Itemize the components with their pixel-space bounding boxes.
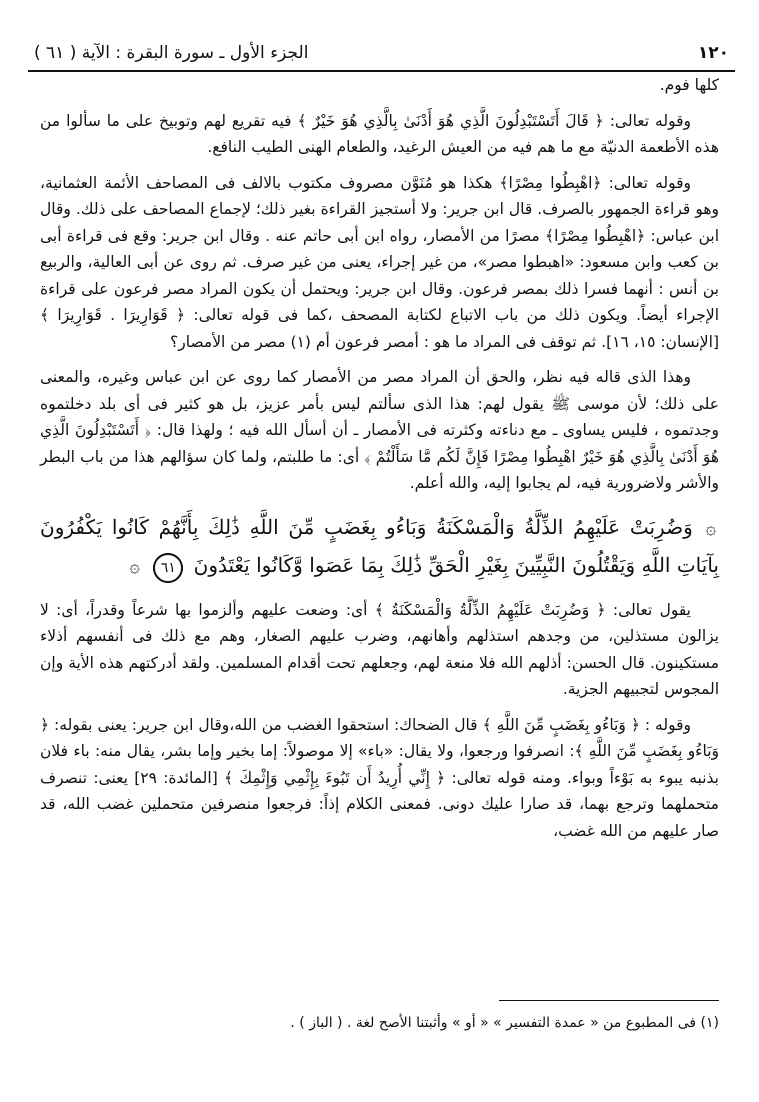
verse-text: وَضُرِبَتْ عَلَيْهِمُ الذِّلَّةُ وَالْمَسْكَنَةُ وَبَاءُو بِغَضَبٍ مِّنَ اللَّهِ ذَٰلِكَ بِأَنَّهُمْ كَانُوا يَكْفُرُونَ بِآيَاتِ اللَّهِ وَيَقْتُلُونَ النَّبِيِّينَ بِغَيْرِ الْحَقِّ ذَٰلِكَ بِمَا عَصَوا وَّكَانُوا يَعْتَدُونَ <box>40 514 719 577</box>
verse-ornament-icon: ۞ <box>705 517 717 539</box>
paragraph: وقوله تعالى: ﴿اهْبِطُوا مِصْرًا﴾ هكذا هو مُنَوَّن مصروف مكتوب بالالف فى المصاحف الأئمة العثمانية، وهو قراءة الجمهور بالصرف. قال ابن جرير: ولا أستجيز القراءة بغير ذلك؛ لإجماع المصاحف على ذلك. وقال ابن عباس: ﴿اهْبِطُوا مِصْرًا﴾ مصرًا من الأمصار، رواه ابن أبى حاتم عنه . وقال ابن جرير: وقع فى قراءة أبى بن كعب وابن مسعود: «اهبطوا مصر»، من غير إجراء، يعنى من غير صرف. ثم روى عن أبى العالية، والربيع بن أنس : أنهما فسرا ذلك بمصر فرعون. وقال ابن جرير: ويحتمل أن يكون المراد مصر فرعون على قراءة الإجراء أيضاً. ويكون ذلك من باب الاتباع لكتابة المصحف ،كما فى قوله تعالى: ﴿ قَوَارِيرَا . قَوَارِيرَا ﴾ [الإنسان: ١٥، ١٦]. ثم توقف فى المراد ما هو : أمصر فرعون أم (١) مصر من الأمصار؟ <box>40 173 719 351</box>
paragraph: يقول تعالى: ﴿ وَضُرِبَتْ عَلَيْهِمُ الذِّلَّةُ وَالْمَسْكَنَةُ ﴾ أى: وضعت عليهم وألزموا بها شرعاً وقدراً، أى: لا يزالون مستذلين، من وجدهم استذلهم وأهانهم، وضرب عليهم الصغار، وهم مع ذلك فى أنفسهم أذلاء مستكينون. قال الحسن: أذلهم الله فلا منعة لهم، وجعلهم تحت أقدام المسلمين. ولقد أدركتهم هذه الأية وإن المجوس لتجبيهم الجزية. <box>40 600 719 698</box>
quran-verse <box>40 509 719 585</box>
page-number: ١٢٠ <box>697 43 729 63</box>
footnote: (١) فى المطبوع من « عمدة التفسير » « أو » وأثبتنا الأصح لغة . ( الباز ) . <box>290 1015 719 1031</box>
footnote-divider <box>499 1000 719 1001</box>
running-title: الجزء الأول ـ سورة البقرة : الآية ( ٦١ ) <box>34 43 309 63</box>
page-body <box>40 72 719 844</box>
page-header <box>28 36 735 72</box>
verse-ornament-icon: ۞ <box>129 555 140 577</box>
paragraph: وقوله تعالى: ﴿ قَالَ أَتَسْتَبْدِلُونَ الَّذِي هُوَ أَدْنَىٰ بِالَّذِي هُوَ خَيْرٌ ﴾ فيه تقريع لهم وتوبيخ على ما سألوا من هذه الأطعمة الدنيّة مع ما هم فيه من العيش الرغيد، والطعام الهنى الطيب النافع. <box>40 111 719 156</box>
paragraph: كلها فوم. <box>659 76 719 94</box>
ayah-number-badge: ٦١ <box>153 553 183 583</box>
paragraph: وهذا الذى قاله فيه نظر، والحق أن المراد مصر من الأمصار كما روى عن ابن عباس وغيره، والمعنى على ذلك؛ لأن موسى ﷺ يقول لهم: هذا الذى سألتم ليس بأمر عزيز، بل هو كثير فى أى بلد دخلتموه وجدتموه ، فليس يساوى ـ مع دناءته وكثرته فى الأمصار ـ أن أسأل الله فيه ؛ ولهذا قال: ﴿ أَتَسْتَبْدِلُونَ الَّذِي هُوَ أَدْنَىٰ بِالَّذِي هُوَ خَيْرٌ اهْبِطُوا مِصْرًا فَإِنَّ لَكُم مَّا سَأَلْتُمْ ﴾ أى: ما طلبتم، ولما كان سؤالهم هذا من باب البطر والأشر ولاضرورية فيه، لم يجابوا إليه، والله أعلم. <box>40 368 719 492</box>
paragraph: وقوله : ﴿ وَبَاءُو بِغَضَبٍ مِّنَ اللَّهِ ﴾ قال الضحاك: استحقوا الغضب من الله،وقال ابن جرير: يعنى بقوله: ﴿ وَبَاءُو بِغَضَبٍ مِّنَ اللَّهِ ﴾: انصرفوا ورجعوا، ولا يقال: «باء» إلا موصولاً: إما بخير وإما بشر، يقال منه: باء فلان بذنبه يبوء به بَوْءاً وبواء. ومنه قوله تعالى: ﴿ إِنِّي أُرِيدُ أَن تَبُوءَ بِإِثْمِي وَإِثْمِكَ ﴾ [المائدة: ٢٩] يعنى: تنصرف متحملهما وترجع بهما، قد صارا عليك دونى. فمعنى الكلام إذاً: فرجعوا منصرفين متحملين غضب الله، قد صار عليهم من الله غضب، <box>40 715 719 840</box>
